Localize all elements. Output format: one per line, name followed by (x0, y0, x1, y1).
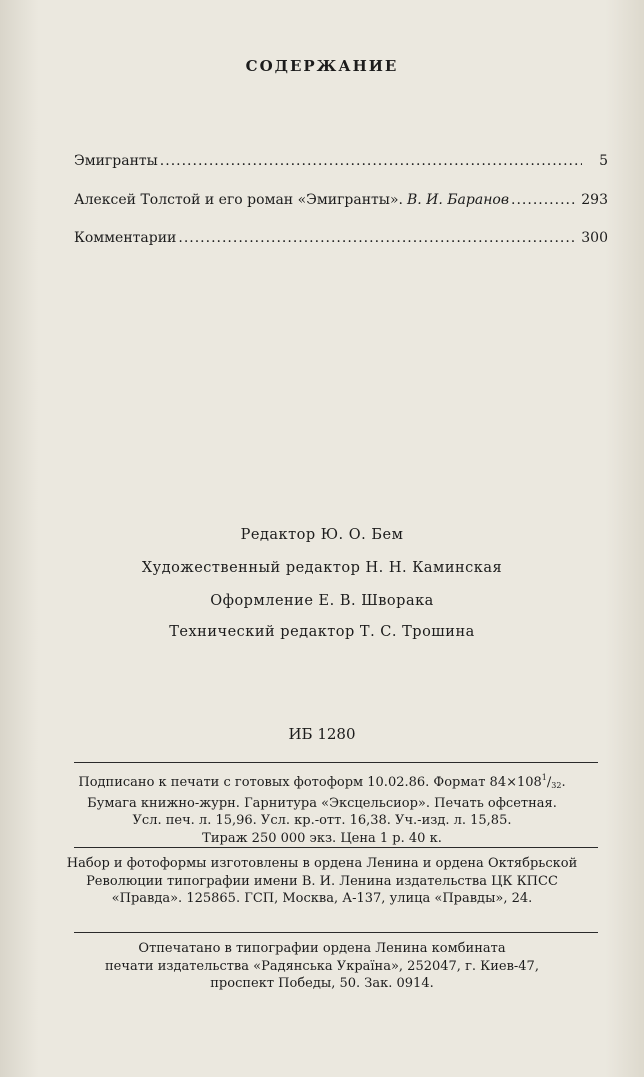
toc-entry[interactable] (74, 230, 608, 246)
printed-line: проспект Победы, 50. Зак. 0914. (210, 976, 434, 991)
divider (74, 932, 598, 933)
contents-heading: СОДЕРЖАНИЕ (245, 57, 399, 75)
toc-entry[interactable] (74, 192, 608, 208)
imprint-line: Усл. печ. л. 15,96. Усл. кр.-отт. 16,38. Уч.-изд. л. 15,85. (132, 813, 512, 828)
toc-entry-page: 5 (599, 153, 608, 169)
divider (74, 762, 598, 763)
printed-line: Отпечатано в типографии ордена Ленина комбината (138, 941, 506, 956)
printed-block (0, 940, 644, 993)
printer-line: Революции типографии имени В. И. Ленина издательства ЦК КПСС (86, 873, 558, 889)
ib-number: ИБ 1280 (288, 725, 356, 743)
credit-editor: Редактор Ю. О. Бем (240, 527, 404, 543)
toc-entry-author: В. И. Баранов (406, 192, 510, 208)
divider (74, 847, 598, 848)
toc-entry-title: Эмигранты (74, 153, 158, 169)
printer-line: «Правда». 125865. ГСП, Москва, А-137, улица «Правды», 24. (111, 891, 533, 906)
imprint-line: Тираж 250 000 экз. Цена 1 р. 40 к. (202, 830, 442, 846)
credit-tech-editor: Технический редактор Т. С. Трошина (169, 624, 475, 640)
toc-entry-page: 300 (581, 230, 608, 246)
printed-line: печати издательства «Радянська Україна», 252047, г. Киев-47, (105, 958, 539, 974)
printer-block (0, 855, 644, 908)
toc-leader (511, 192, 575, 208)
credit-art-editor: Художественный редактор Н. Н. Каминская (141, 560, 503, 576)
toc-entry-title: Комментарии (74, 230, 177, 246)
printer-line: Набор и фотоформы изготовлены в ордена Ленина и ордена Октябрьской (66, 856, 578, 871)
toc-entry[interactable] (74, 153, 608, 169)
imprint-line: Бумага книжно-журн. Гарнитура «Эксцельсиор». Печать офсетная. (87, 795, 557, 811)
credit-design: Оформление Е. В. Шворака (210, 593, 434, 609)
toc-leader (160, 153, 582, 169)
imprint-line: Подписано к печати с готовых фотоформ 10.02.86. Формат $84\times 108^1/_{32}$. (78, 773, 566, 790)
imprint-block (0, 769, 644, 847)
toc-entry-title: Алексей Толстой и его роман «Эмигранты». (74, 192, 403, 208)
toc-entry-page: 293 (581, 192, 608, 208)
toc-leader (178, 230, 575, 246)
